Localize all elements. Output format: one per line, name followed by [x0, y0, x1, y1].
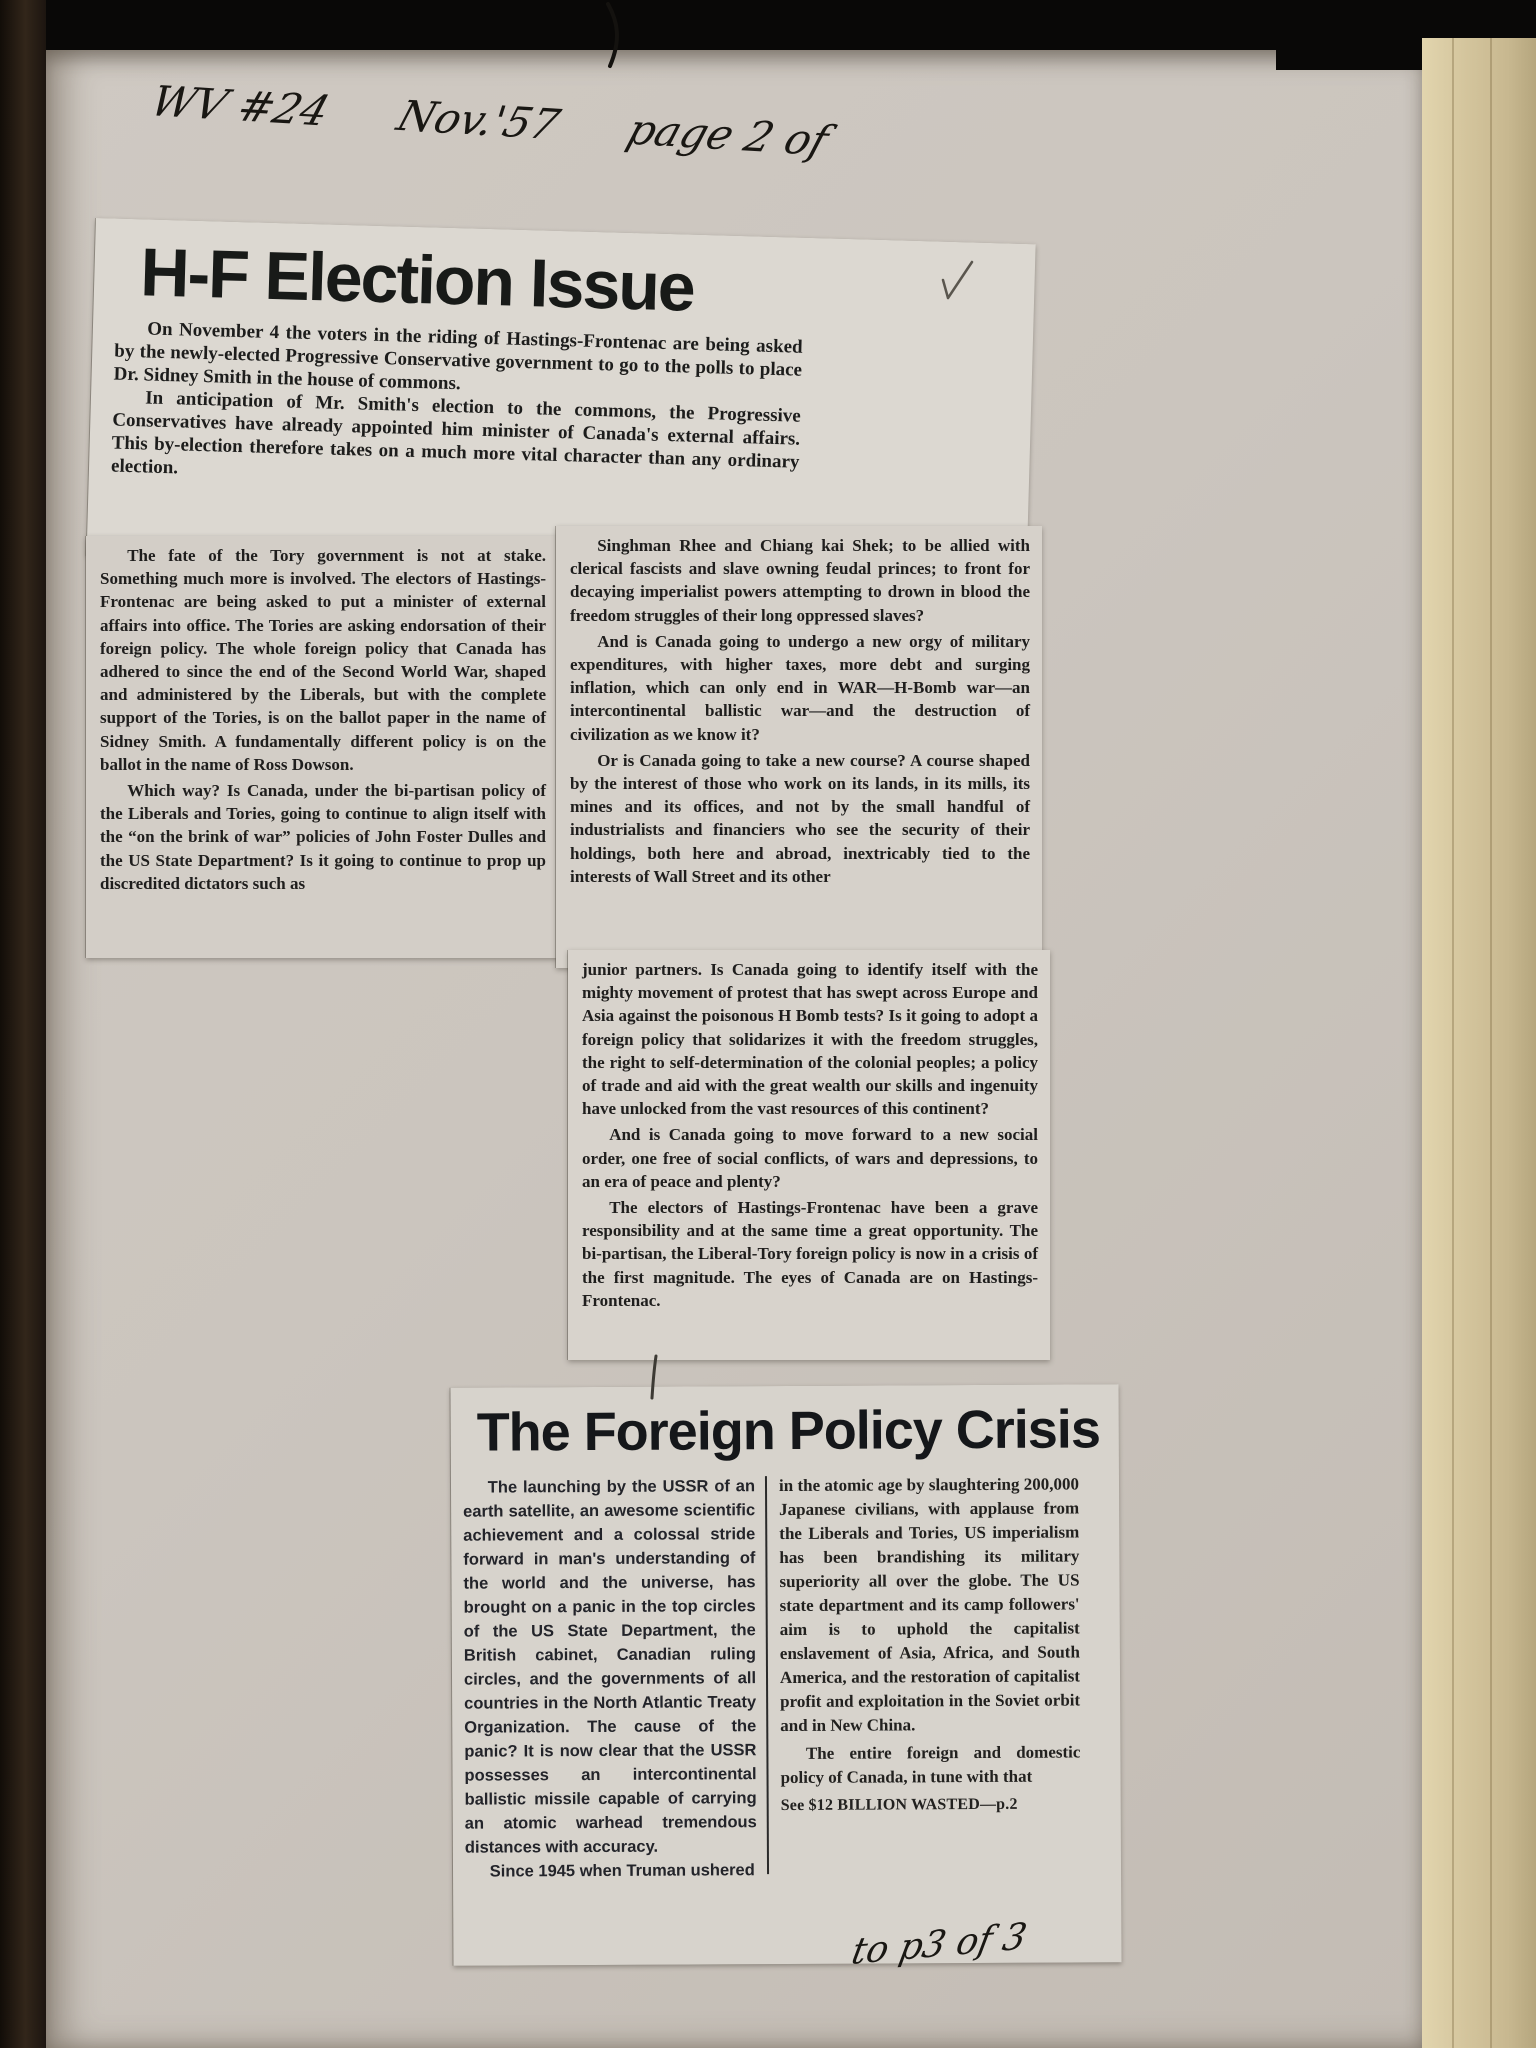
- article1-intro: [111, 317, 803, 497]
- page-edge-line: [1452, 38, 1454, 2048]
- article1-right-p1: Singhman Rhee and Chiang kai Shek; to be allied with clerical fascists and slave owning feudal princes; to front for decaying imperialist powers attempting to drown in blood the freedom struggles of their long oppressed slaves?: [570, 536, 1030, 625]
- article2-see-also: See $12 BILLION WASTED—p.2: [780, 1795, 1018, 1815]
- clipping-article2: [450, 1384, 1121, 1965]
- ink-mark-top: [588, 0, 642, 70]
- book-spine: [0, 0, 46, 2048]
- article2-right-p1: in the atomic age by slaughtering 200,000 Japanese civilians, with applause from the Liberals and Tories, US imperialism has been brandishing its military superiority all over the globe. The US state department and its camp followers' aim is to uphold the capitalist enslavement of Asia, Africa, and South America, and the restoration of capitalist profit and exploitation in the Soviet orbit and in New China.: [778, 1474, 1081, 1736]
- handwritten-date: Nov.'57: [391, 91, 566, 149]
- article2-left-p2: Since 1945 when Truman ushered: [489, 1861, 755, 1881]
- article1-cont-p2: And is Canada going to move forward to a new social order, one free of social conflicts, of wars and depressions, to an era of peace and plenty?: [582, 1125, 1038, 1191]
- article1-cont-p1: junior partners. Is Canada going to identify itself with the mighty movement of protest that has swept across Europe and Asia against the poisonous H Bomb tests? Is it going to adopt a foreign policy that solidarizes it with the freedom struggles, the right to self-determination of the colonial peoples; a policy of trade and aid with the great wealth our skills and ingenuity have unlocked from the vast resources of this continent?: [582, 960, 1038, 1119]
- article1-left-column: [86, 536, 558, 895]
- article1-intro-p2: In anticipation of Mr. Smith's election to the commons, the Progressive Conservatives have already appointed him minister of Canada's external affairs. This by-election therefore takes on a much more vital character than any ordinary election.: [110, 387, 802, 479]
- article1-left-p1: The fate of the Tory government is not at stake. Something much more is involved. The electors of Hastings-Frontenac are being asked to put a minister of external affairs into office. The Tories are asking endorsation of their foreign policy. The whole foreign policy that Canada has adhered to since the end of the Second World War, shaped and administered by the Liberals, but with the complete support of the Tories, is on the ballot paper in the name of Sidney Smith. A fundamentally different policy is on the ballot in the name of Ross Dowson.: [100, 546, 546, 774]
- book-page-edge: [1422, 38, 1536, 2048]
- article2-left-p1: The launching by the USSR of an earth satellite, an awesome scientific achievement and a colossal stride forward in man's understanding of the world and the universe, has brought on a panic in the top circles of the US State Department, the British cabinet, Canadian ruling circles, and the governments of all countries in the North Atlantic Treaty Organization. The cause of the panic? It is now clear that the USSR possesses an intercontinental ballistic missile capable of carrying an atomic warhead tremendous distances with accuracy.: [463, 1477, 757, 1857]
- clipping-article1-right-column: [556, 526, 1042, 968]
- page-edge-line: [1490, 38, 1492, 2048]
- handwritten-page: page 2 of: [621, 104, 835, 165]
- article2-right-column: [767, 1472, 1081, 1882]
- article1-intro-p1: On November 4 the voters in the riding of Hastings-Frontenac are being asked by the newly-elected Progressive Conservative government to go to the polls to place Dr. Sidney Smith in the house of commons.: [113, 318, 803, 395]
- clipping-article1-left-column: [86, 536, 558, 958]
- article1-cont-p3: The electors of Hastings-Frontenac have been a grave responsibility and at the same time a great opportunity. The bi-partisan, the Liberal-Tory foreign policy is now in a crisis of the first magnitude. The eyes of Canada are on Hastings-Frontenac.: [582, 1198, 1038, 1310]
- article1-right-column-continued: [568, 950, 1050, 1312]
- article2-left-column: [463, 1474, 767, 1884]
- article1-right-p3: Or is Canada going to take a new course? A course shaped by the interest of those who work on its lands, in its mills, its mines and its offices, and not by the small handful of industrialists and financiers who see the security of their holdings, both here and abroad, inextricably tied to the interests of Wall Street and its other: [570, 750, 1030, 886]
- handwritten-issue: WV #24: [145, 76, 336, 136]
- article1-right-column: [556, 526, 1042, 888]
- article1-right-p2: And is Canada going to undergo a new orgy of military expenditures, with higher taxes, more debt and surging inflation, which can only end in WAR—H-Bomb war—an intercontinental ballistic war—and the destruction of civilization as we know it?: [570, 631, 1030, 744]
- pen-arrow-mark: [928, 256, 988, 316]
- article1-headline: H-F Election Issue: [139, 234, 695, 326]
- clipping-article1-right-column-continued: [568, 950, 1050, 1360]
- article2-columns: [451, 1470, 1121, 1883]
- article2-right-p2: The entire foreign and domestic policy of Canada, in tune with that: [780, 1742, 1081, 1788]
- handwritten-footer: to p3 of 3: [848, 1915, 1031, 1974]
- article2-headline: The Foreign Policy Crisis: [476, 1399, 1101, 1463]
- pen-tick-mark: [640, 1352, 670, 1402]
- article1-left-p2: Which way? Is Canada, under the bi-partisan policy of the Liberals and Tories, going to continue to align itself with the “on the brink of war” policies of John Foster Dulles and the US State Department? Is it going to continue to prop up discredited dictators such as: [100, 781, 546, 893]
